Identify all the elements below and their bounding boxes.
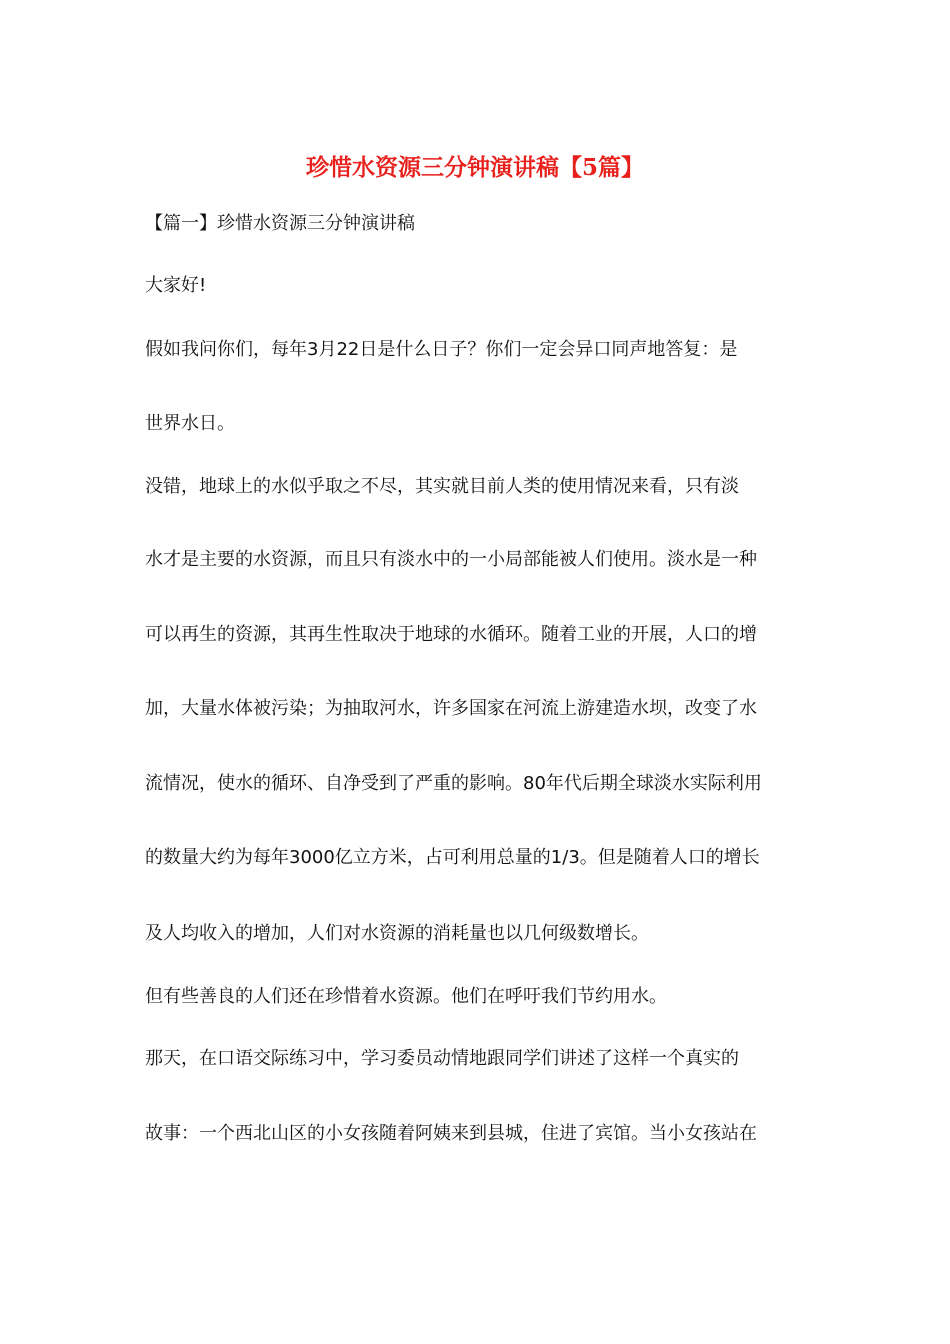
paragraph-line: 假如我问你们，每年3月22日是什么日子？你们一定会异口同声地答复：是 (145, 339, 738, 360)
paragraph-line: 但有些善良的人们还在珍惜着水资源。他们在呼吁我们节约用水。 (145, 986, 667, 1007)
paragraph-line: 可以再生的资源，其再生性取决于地球的水循环。随着工业的开展，人口的增 (145, 624, 757, 645)
paragraph-line: 大家好! (145, 275, 207, 296)
paragraph-line: 故事：一个西北山区的小女孩随着阿姨来到县城，住进了宾馆。当小女孩站在 (145, 1123, 757, 1144)
paragraph-line: 没错，地球上的水似乎取之不尽，其实就目前人类的使用情况来看，只有淡 (145, 476, 739, 497)
paragraph-line: 加，大量水体被污染；为抽取河水，许多国家在河流上游建造水坝，改变了水 (145, 698, 757, 719)
paragraph-line: 世界水日。 (145, 413, 235, 434)
paragraph-line: 那天，在口语交际练习中，学习委员动情地跟同学们讲述了这样一个真实的 (145, 1048, 739, 1069)
paragraph-line: 及人均收入的增加，人们对水资源的消耗量也以几何级数增长。 (145, 923, 649, 944)
paragraph-line: 流情况，使水的循环、自净受到了严重的影响。80年代后期全球淡水实际利用 (145, 773, 762, 794)
document-title: 珍惜水资源三分钟演讲稿【5篇】 (305, 154, 644, 181)
section-heading: 【篇一】珍惜水资源三分钟演讲稿 (145, 213, 415, 234)
paragraph-line: 的数量大约为每年3000亿立方米，占可利用总量的1/3。但是随着人口的增长 (145, 847, 760, 868)
paragraph-line: 水才是主要的水资源，而且只有淡水中的一小局部能被人们使用。淡水是一种 (145, 549, 757, 570)
